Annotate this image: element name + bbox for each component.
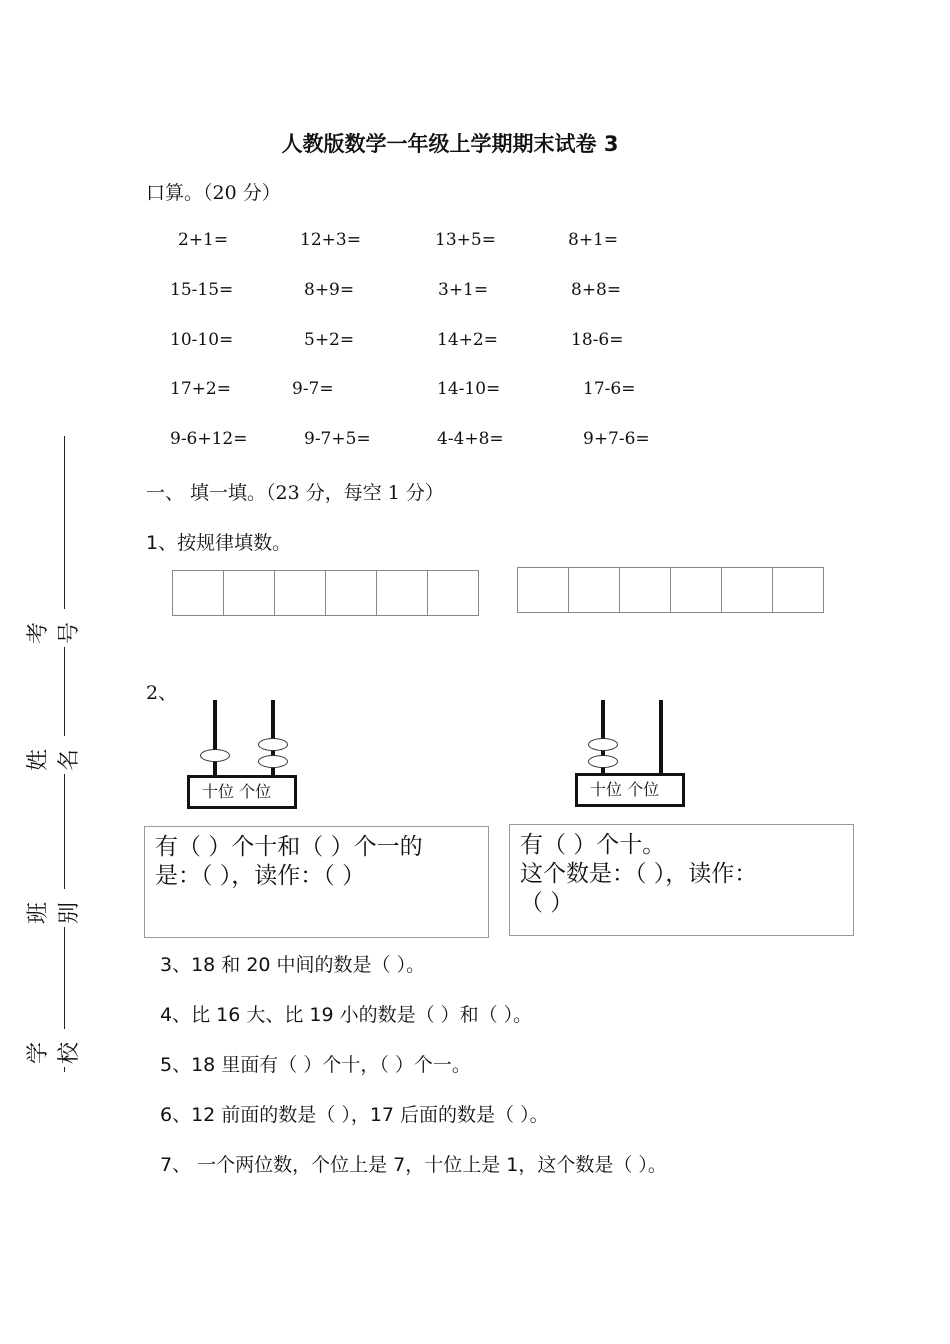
name-label: 姓名 [21,736,83,774]
answer-cell[interactable] [722,568,773,612]
answer-cell[interactable] [173,571,224,615]
oral-item: 3+1= [438,280,489,300]
bead [258,738,288,751]
oral-item: 5+2= [304,330,355,350]
oral-item: 9-7+5= [304,429,371,449]
ones-rod [659,700,663,774]
oral-item: 14+2= [437,330,498,350]
place-value-label: 十位 个位 [187,775,297,809]
question-5: 5、18 里面有（ ）个十，（ ）个一。 [160,1054,471,1076]
school-label: 学校 [21,1029,83,1067]
oral-item: 8+1= [568,230,619,250]
oral-item: 17+2= [170,379,231,399]
oral-item: 9+7-6= [583,429,650,449]
oral-item: 4-4+8= [437,429,504,449]
exam-number-label: 考号 [21,609,83,647]
oral-item: 14-10= [437,379,501,399]
answer-cell[interactable] [377,571,428,615]
answer-cell[interactable] [671,568,722,612]
answer-cell[interactable] [620,568,671,612]
answer-cell[interactable] [518,568,569,612]
oral-item: 9-7= [292,379,334,399]
binding-margin [0,0,90,1344]
answer-cell[interactable] [275,571,326,615]
answer-cell[interactable] [773,568,823,612]
oral-item: 10-10= [170,330,234,350]
abacus-left-question [144,826,489,938]
oral-item: 12+3= [300,230,361,250]
pattern-boxes-left [172,570,479,616]
oral-item: 15-15= [170,280,234,300]
question-line: 这个数是：（ ），读作： [520,861,758,887]
oral-item: 2+1= [178,230,229,250]
oral-heading: 口算。（20 分） [146,182,281,204]
answer-cell[interactable] [326,571,377,615]
oral-item: 13+5= [435,230,496,250]
oral-item: 17-6= [583,379,636,399]
class-label: 班别 [21,889,83,927]
bead [588,755,618,768]
oral-item: 8+8= [571,280,622,300]
question-2-number: 2、 [146,682,178,704]
question-3: 3、18 和 20 中间的数是（ ）。 [160,954,426,976]
abacus-right-question [509,824,854,936]
question-4: 4、比 16 大、比 19 小的数是（ ）和（ ）。 [160,1004,533,1026]
question-line: 是：（ ），读作：（ ） [155,863,366,889]
question-line: 有（ ）个十和（ ）个一的 [155,834,423,860]
bead [588,738,618,751]
question-6: 6、12 前面的数是（ ），17 后面的数是（ ）。 [160,1104,549,1126]
answer-cell[interactable] [428,571,478,615]
question-7: 7、 一个两位数，个位上是 7，十位上是 1，这个数是（ ）。 [160,1154,667,1176]
oral-item: 9-6+12= [170,429,248,449]
question-line: 有（ ）个十。 [520,832,666,858]
answer-cell[interactable] [224,571,275,615]
bead [200,749,230,762]
question-1: 1、按规律填数。 [146,532,292,554]
page-title: 人教版数学一年级上学期期末试卷 3 [281,132,619,156]
bead [258,755,288,768]
question-line: （ ） [520,890,574,916]
fill-heading: 一、 填一填。（23 分，每空 1 分） [146,482,444,504]
pattern-boxes-right [517,567,824,613]
oral-item: 8+9= [304,280,355,300]
answer-cell[interactable] [569,568,620,612]
oral-item: 18-6= [571,330,624,350]
tens-rod [213,700,217,776]
place-value-label: 十位 个位 [575,773,685,807]
